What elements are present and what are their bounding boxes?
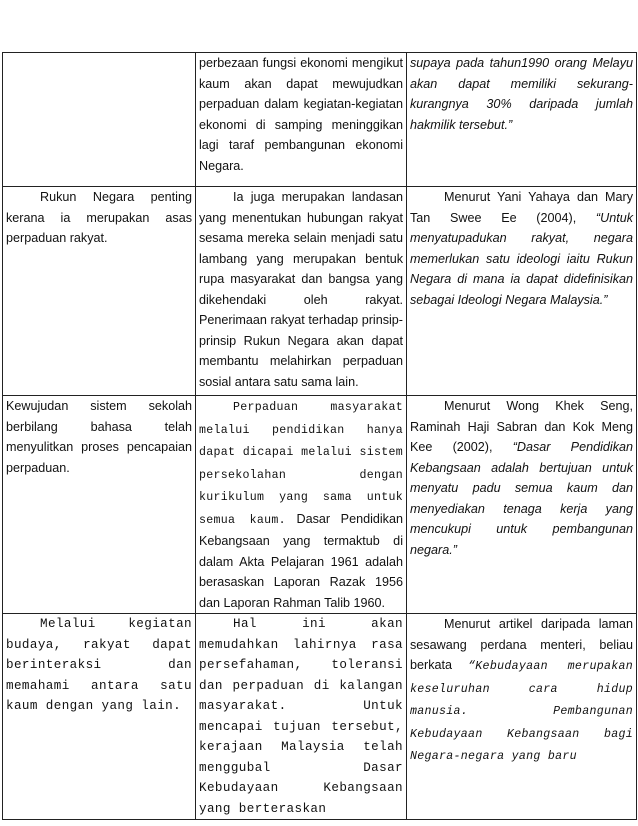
cell-explanation: Ia juga merupakan landasan yang menentukan hubungan rakyat sesama mereka selain menjadi satu lambang yang merupakan bentuk rupa masyarakat dan bangsa yang dikehendaki oleh rakyat. Penerimaan rakyat terhadap prinsip-prinsip Rukun Negara akan dapat membantu melahirkan perpaduan sosial antara satu sama lain. — [196, 187, 407, 396]
cell-point: Rukun Negara penting kerana ia merupakan asas perpaduan rakyat. — [3, 187, 196, 396]
content-table — [2, 52, 637, 820]
explanation-mono-text: Perpaduan masyarakat melalui pendidikan hanya dapat dicapai melalui sistem persekolahan dengan kurikulum yang sama untuk semua kaum. — [199, 401, 403, 527]
cell-explanation: perbezaan fungsi ekonomi mengikut kaum akan dapat mewujudkan perpaduan dalam kegiatan-kegiatan ekonomi di samping meninggikan lagi taraf pembangunan ekonomi Negara. — [196, 53, 407, 187]
explanation-text: Dasar Pendidikan Kebangsaan yang termaktub di dalam Akta Pelajaran 1961 adalah berasaskan Laporan Razak 1956 dan Laporan Rahman Talib 1960. — [199, 511, 403, 610]
cell-explanation: Hal ini akan memudahkan lahirnya rasa persefahaman, toleransi dan perpaduan di kalangan masyarakat. Untuk mencapai tujuan tersebut, kerajaan Malaysia telah menggubal Dasar Kebudayaan Kebangsaan yang berteraskan — [196, 614, 407, 820]
evidence-intro: Menurut Wong Khek Seng, Raminah Haji Sabran dan Kok Meng Kee (2002), — [410, 399, 633, 454]
evidence-quote: “Dasar Pendidikan Kebangsaan adalah bertujuan untuk menyatu padu semua kaum dan menyediakan tenaga kerja yang mencukupi untuk pembangunan negara.” — [410, 440, 633, 557]
cell-evidence — [407, 614, 637, 820]
cell-point: Melalui kegiatan budaya, rakyat dapat berinteraksi dan memahami antara satu kaum dengan yang lain. — [3, 614, 196, 820]
evidence-quote: “Kebudayaan merupakan keseluruhan cara hidup manusia. Pembangunan Kebudayaan Kebangsaan bagi Negara-negara yang baru — [410, 660, 633, 763]
table-row — [3, 187, 637, 396]
cell-point: Kewujudan sistem sekolah berbilang bahasa telah menyulitkan proses pencapaian perpaduan. — [3, 396, 196, 614]
evidence-quote: “Untuk menyatupadukan rakyat, negara memerlukan satu ideologi iaitu Rukun Negara di mana ia dapat didefinisikan sebagai Ideologi Negara Malaysia.” — [410, 210, 633, 307]
table-row — [3, 396, 637, 614]
cell-evidence — [407, 396, 637, 614]
evidence-intro: Menurut Yani Yahaya dan Mary Tan Swee Ee (2004), — [410, 190, 633, 225]
evidence-intro: Menurut artikel daripada laman sesawang perdana menteri, beliau berkata — [410, 617, 633, 672]
table-row — [3, 53, 637, 187]
cell-evidence: supaya pada tahun1990 orang Melayu akan dapat memiliki sekurang-kurangnya 30% daripada jumlah hakmilik tersebut.” — [407, 53, 637, 187]
table-row — [3, 614, 637, 820]
cell-explanation — [196, 396, 407, 614]
cell-evidence — [407, 187, 637, 396]
cell-point — [3, 53, 196, 187]
